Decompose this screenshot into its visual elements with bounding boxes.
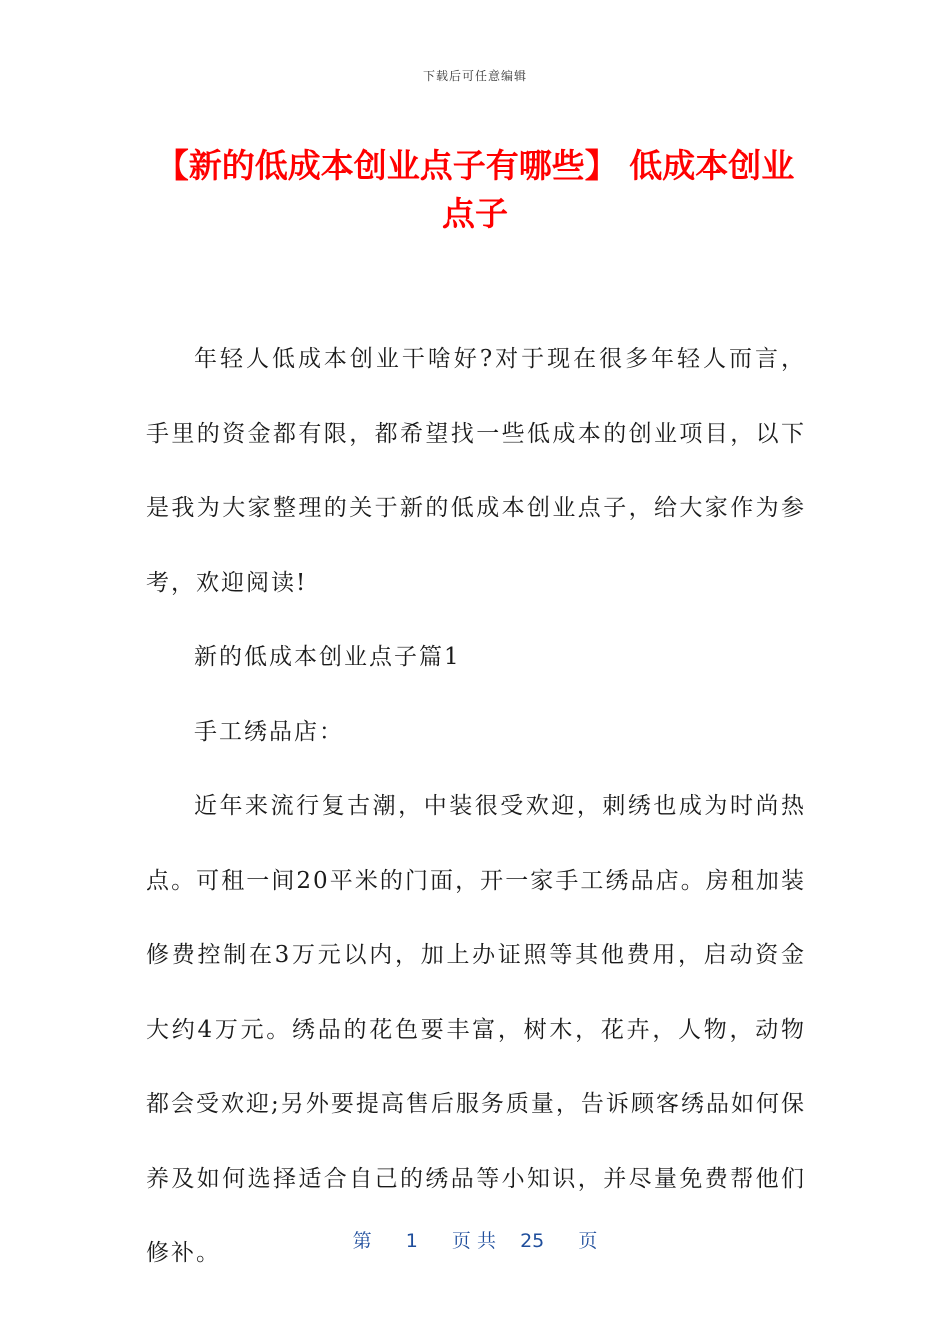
document-body bbox=[146, 322, 806, 1291]
paragraph-embroidery-shop: 近年来流行复古潮，中装很受欢迎，刺绣也成为时尚热点。可租一间20平米的门面，开一家手工绣品店。房租加装修费控制在3万元以内，加上办证照等其他费用，启动资金大约4万元。绣品的花色要丰富，树木，花卉，人物，动物都会受欢迎;另外要提高售后服务质量，告诉顾客绣品如何保养及如何选择适合自己的绣品等小知识，并尽量免费帮他们修补。 bbox=[146, 793, 806, 1266]
footer-page-suffix: 页 bbox=[578, 1230, 598, 1252]
document-title: 【新的低成本创业点子有哪些】 低成本创业点子 bbox=[155, 146, 795, 233]
paragraph-subheading: 手工绣品店： bbox=[194, 718, 344, 745]
paragraph-section-heading: 新的低成本创业点子篇1 bbox=[194, 644, 461, 670]
footer-current-page: 1 bbox=[405, 1230, 418, 1252]
page-footer bbox=[0, 1226, 950, 1253]
footer-page-middle: 页 共 bbox=[451, 1230, 496, 1252]
footer-page-prefix: 第 bbox=[352, 1230, 372, 1252]
header-note: 下载后可任意编辑 bbox=[422, 69, 527, 83]
footer-total-pages: 25 bbox=[520, 1230, 545, 1252]
paragraph-intro: 年轻人低成本创业干啥好?对于现在很多年轻人而言，手里的资金都有限，都希望找一些低成本的创业项目，以下是我为大家整理的关于新的低成本创业点子，给大家作为参考，欢迎阅读! bbox=[146, 346, 806, 596]
